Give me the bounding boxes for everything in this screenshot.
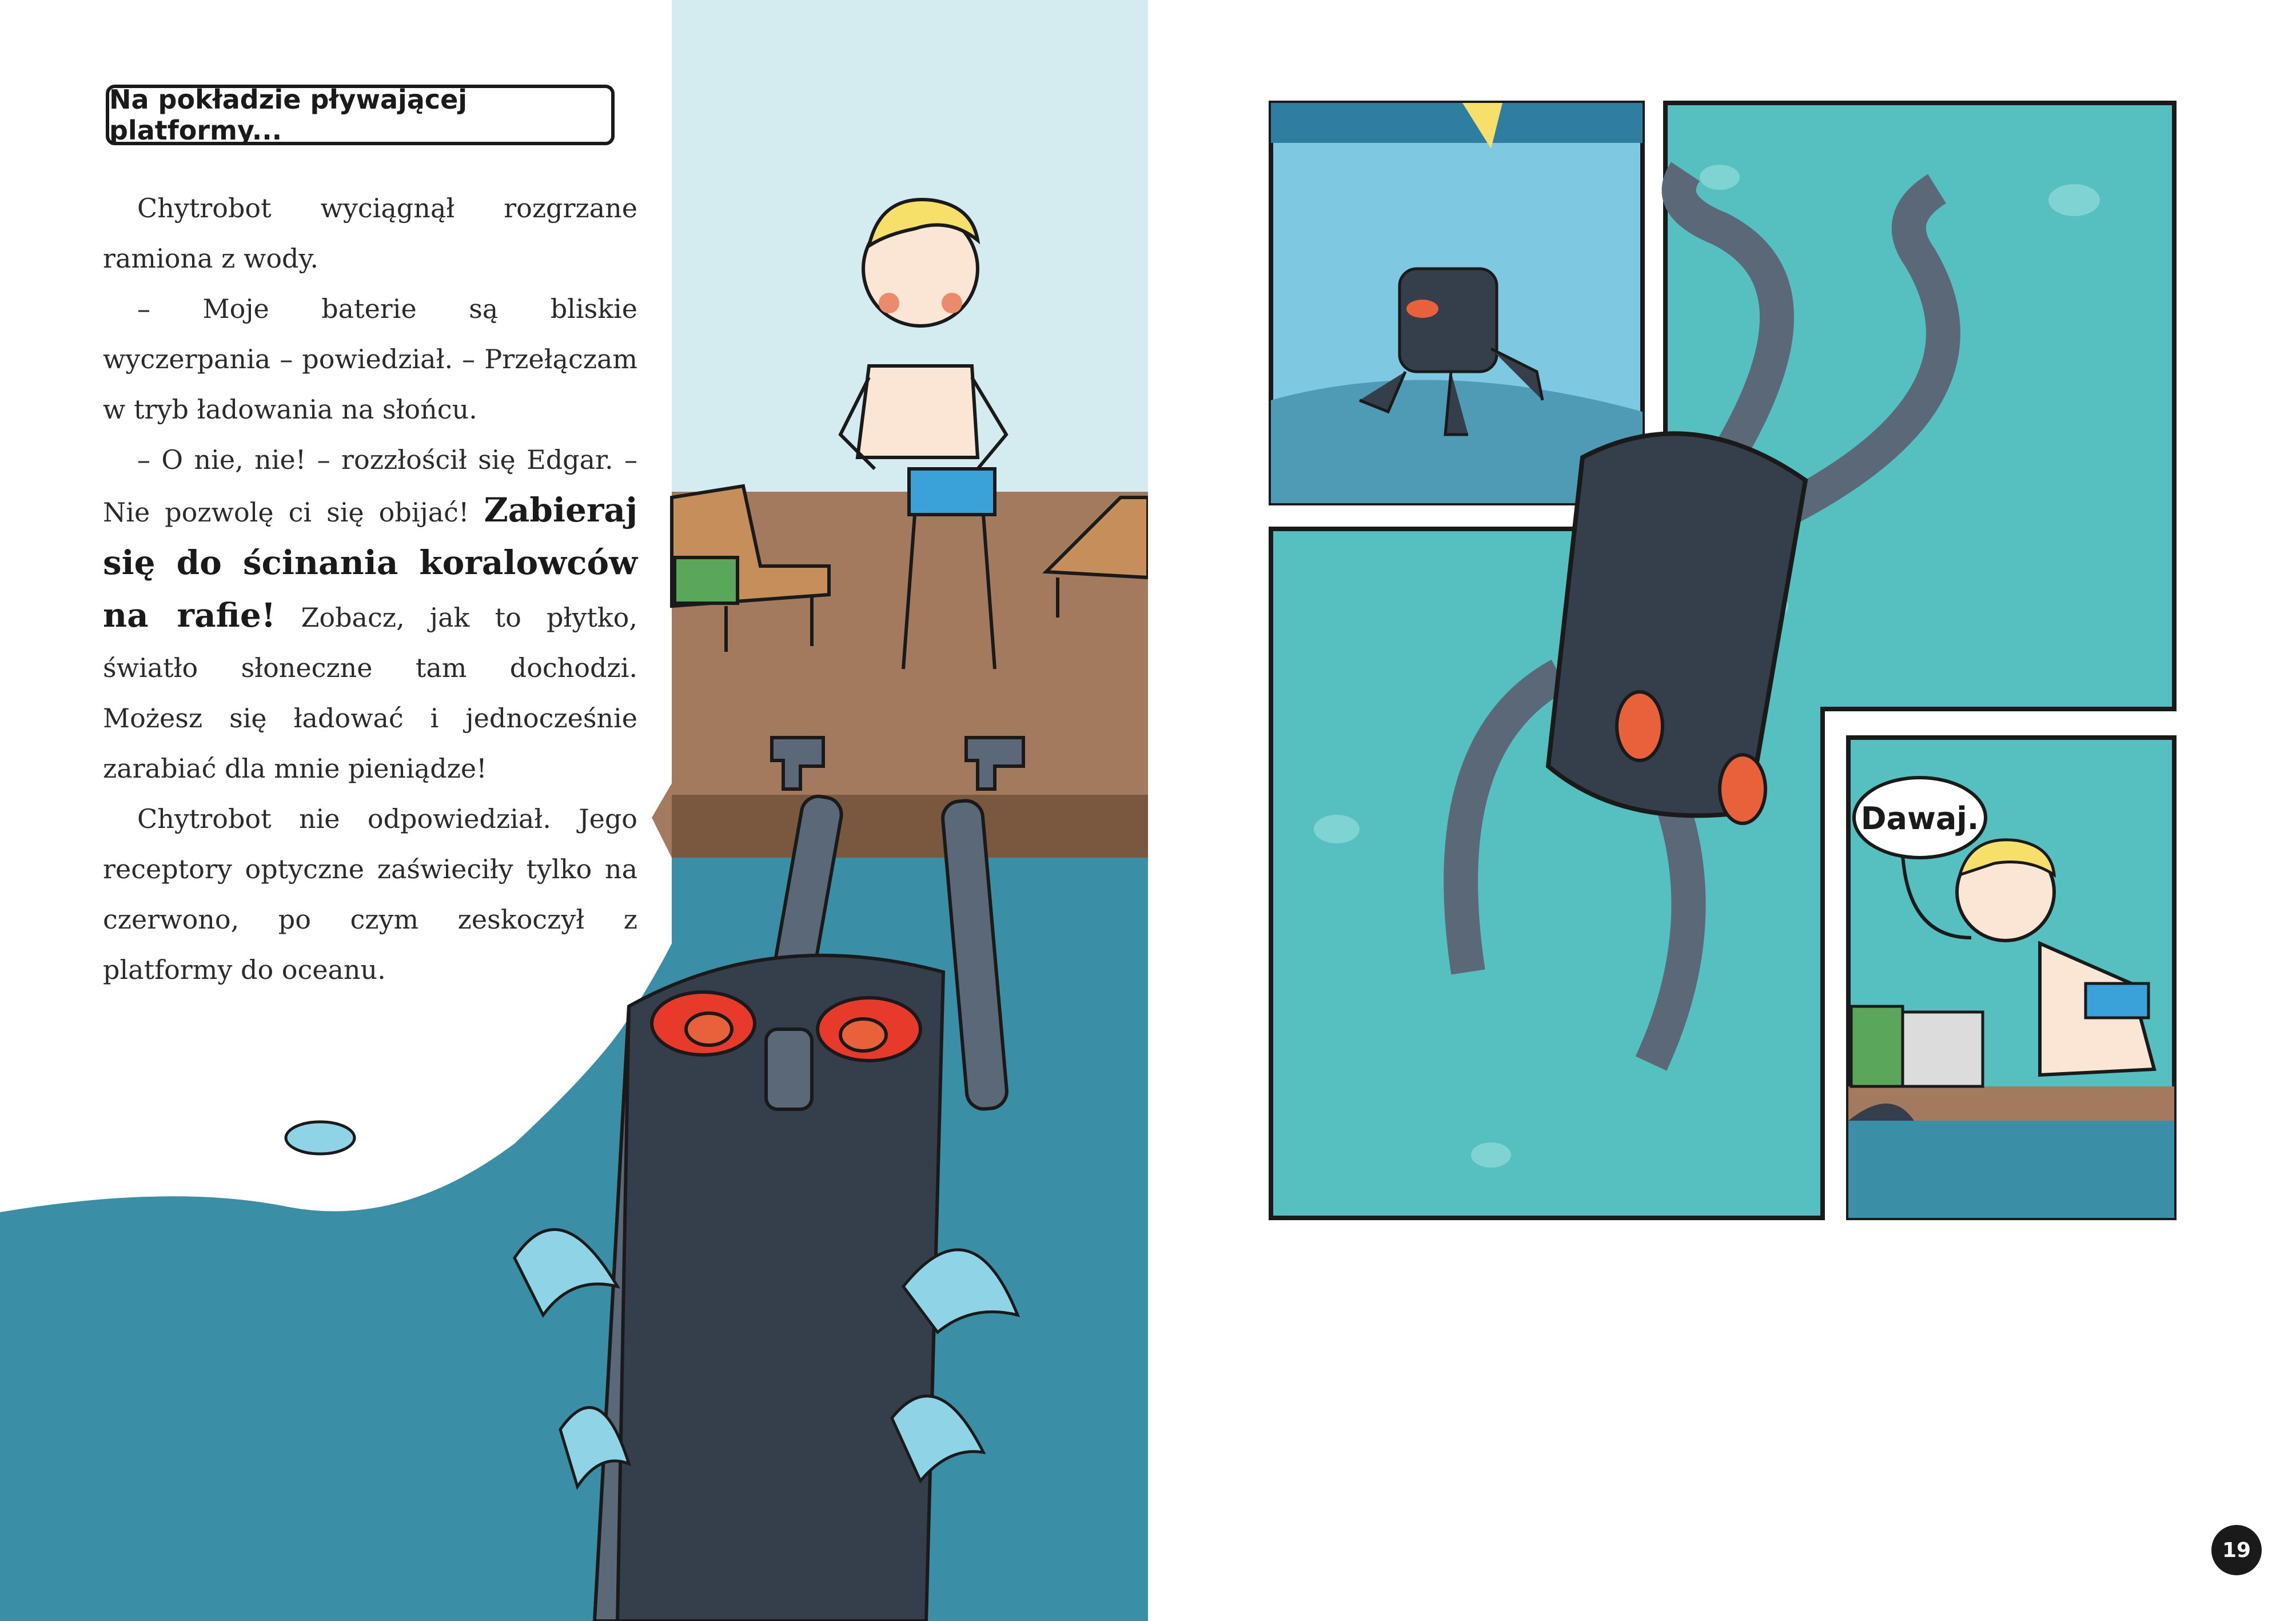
left-story-text [103,183,637,995]
panel-underwater [1271,103,1643,503]
paragraph [103,435,637,794]
paragraph: Chytrobot nie odpowiedział. Jego receptory optyczne zaświeciły tylko na czerwono, po czym zeskoczył z platformy do oceanu. [103,803,637,985]
emphasized-text: Zabieraj się do ścinania koralowców na rafie! [103,491,638,635]
robot-chytrobot [595,955,943,1621]
right-page [1148,0,2296,1621]
paragraph-text: Zobacz, jak to płytko, światło słoneczne tam dochodzi. Możesz się ładować i jednocześnie zarabiać dla mnie pieniądze! [103,602,637,784]
page-number: 19 [2211,1525,2262,1575]
comic-panels [1148,0,2296,1621]
paragraph-text: – O nie, nie! – rozzłościł się Edgar. – Nie pozwolę ci się obijać! [103,444,637,528]
panel-boy-reaching [1848,738,2174,1218]
paragraph: – Moje baterie są bliskie wyczerpania – powiedział. – Przełączam w tryb ładowania na słońcu. [103,293,637,425]
paragraph: Chytrobot wyciągnął rozgrzane ramiona z wody. [103,193,637,274]
speech-bubble-text: Dawaj. [1860,800,1979,837]
deck-edge [672,795,1148,858]
caption-box: Na pokładzie pływającej platformy... [106,85,615,145]
